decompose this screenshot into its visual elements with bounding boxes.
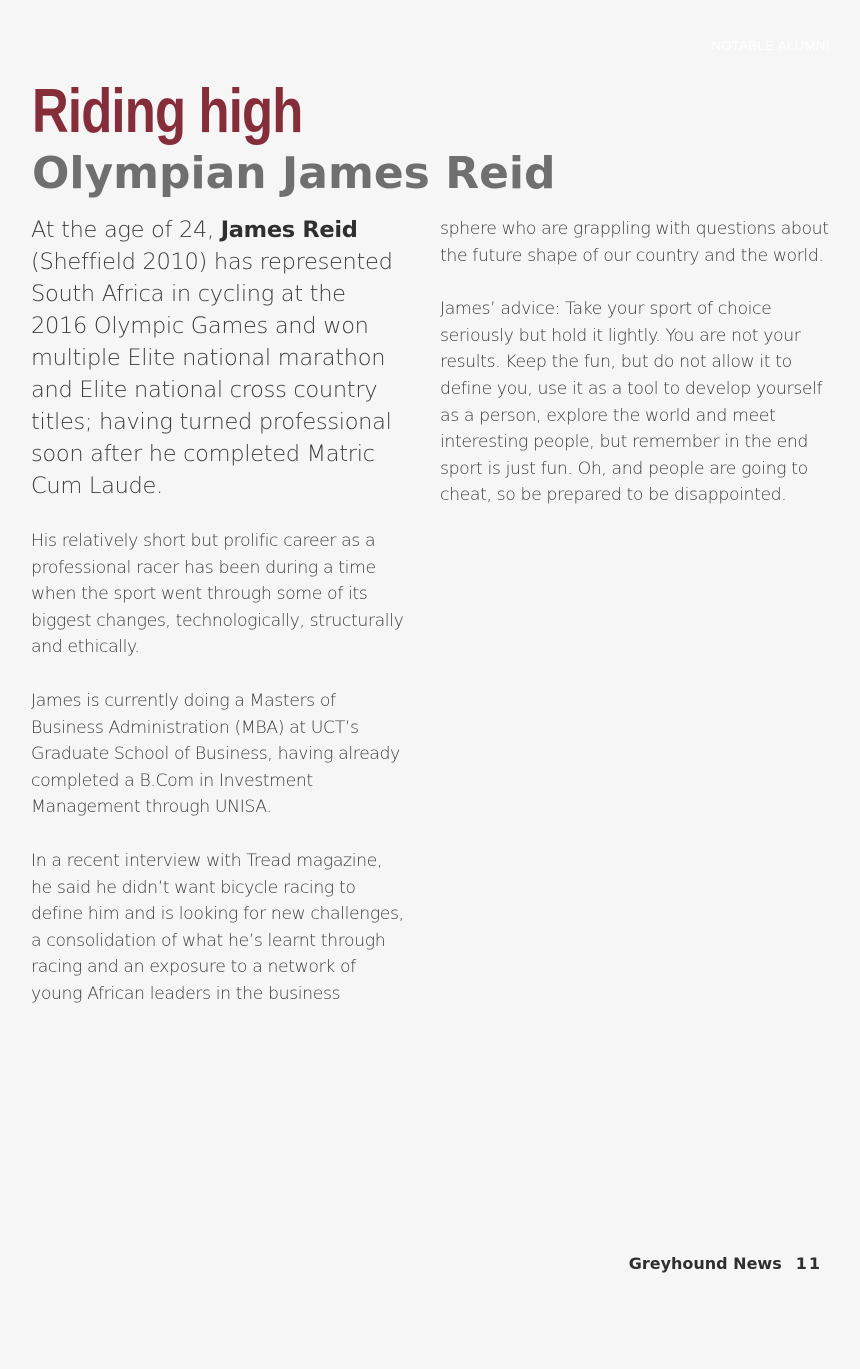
section-label: NOTABLE ALUMNI xyxy=(711,38,830,53)
lead-rest-text: (Sheffield 2010) has represented South Africa in cycling at the 2016 Olympic Games and won multiple Elite national marathon and Elite national cross country titles; having turned professional soon after he completed Matric Cum Laude. xyxy=(31,249,393,499)
right-column xyxy=(440,216,835,509)
publication-name: Greyhound News xyxy=(628,1254,782,1273)
left-column xyxy=(31,214,406,1008)
body-paragraph-career: His relatively short but prolific career as a professional racer has been during a time when the sport went through some of its biggest changes, technologically, structurally and ethically. xyxy=(31,531,404,658)
article-subtitle: Olympian James Reid xyxy=(32,148,556,199)
body-paragraph-interview: In a recent interview with Tread magazine, he said he didn’t want bicycle racing to define him and is looking for new challenges, a consolidation of what he’s learnt through racing and an exposure to a network of young African leaders in the business xyxy=(31,850,404,1004)
body-paragraph-continued: sphere who are grappling with questions about the future shape of our country and the world. xyxy=(440,219,829,266)
page-number: 11 xyxy=(795,1254,822,1273)
lead-person-name: James Reid xyxy=(220,217,358,243)
article-title: Riding high xyxy=(32,77,303,146)
lead-paragraph xyxy=(31,214,406,502)
body-paragraph-education: James is currently doing a Masters of Business Administration (MBA) at UCT’s Graduate School of Business, having already completed a B.Com in Investment Management through UNISA. xyxy=(31,690,400,818)
lead-intro-text: At the age of 24, xyxy=(31,217,221,243)
body-paragraph-advice: James’ advice: Take your sport of choice seriously but hold it lightly. You are not your results. Keep the fun, but do not allow it to define you, use it as a tool to develop yourself as a person, explore the world and meet interesting people, but remember in the end sport is just fun. Oh, and people are going to cheat, so be prepared to be disappointed. xyxy=(440,299,823,506)
page-footer xyxy=(629,1254,822,1273)
